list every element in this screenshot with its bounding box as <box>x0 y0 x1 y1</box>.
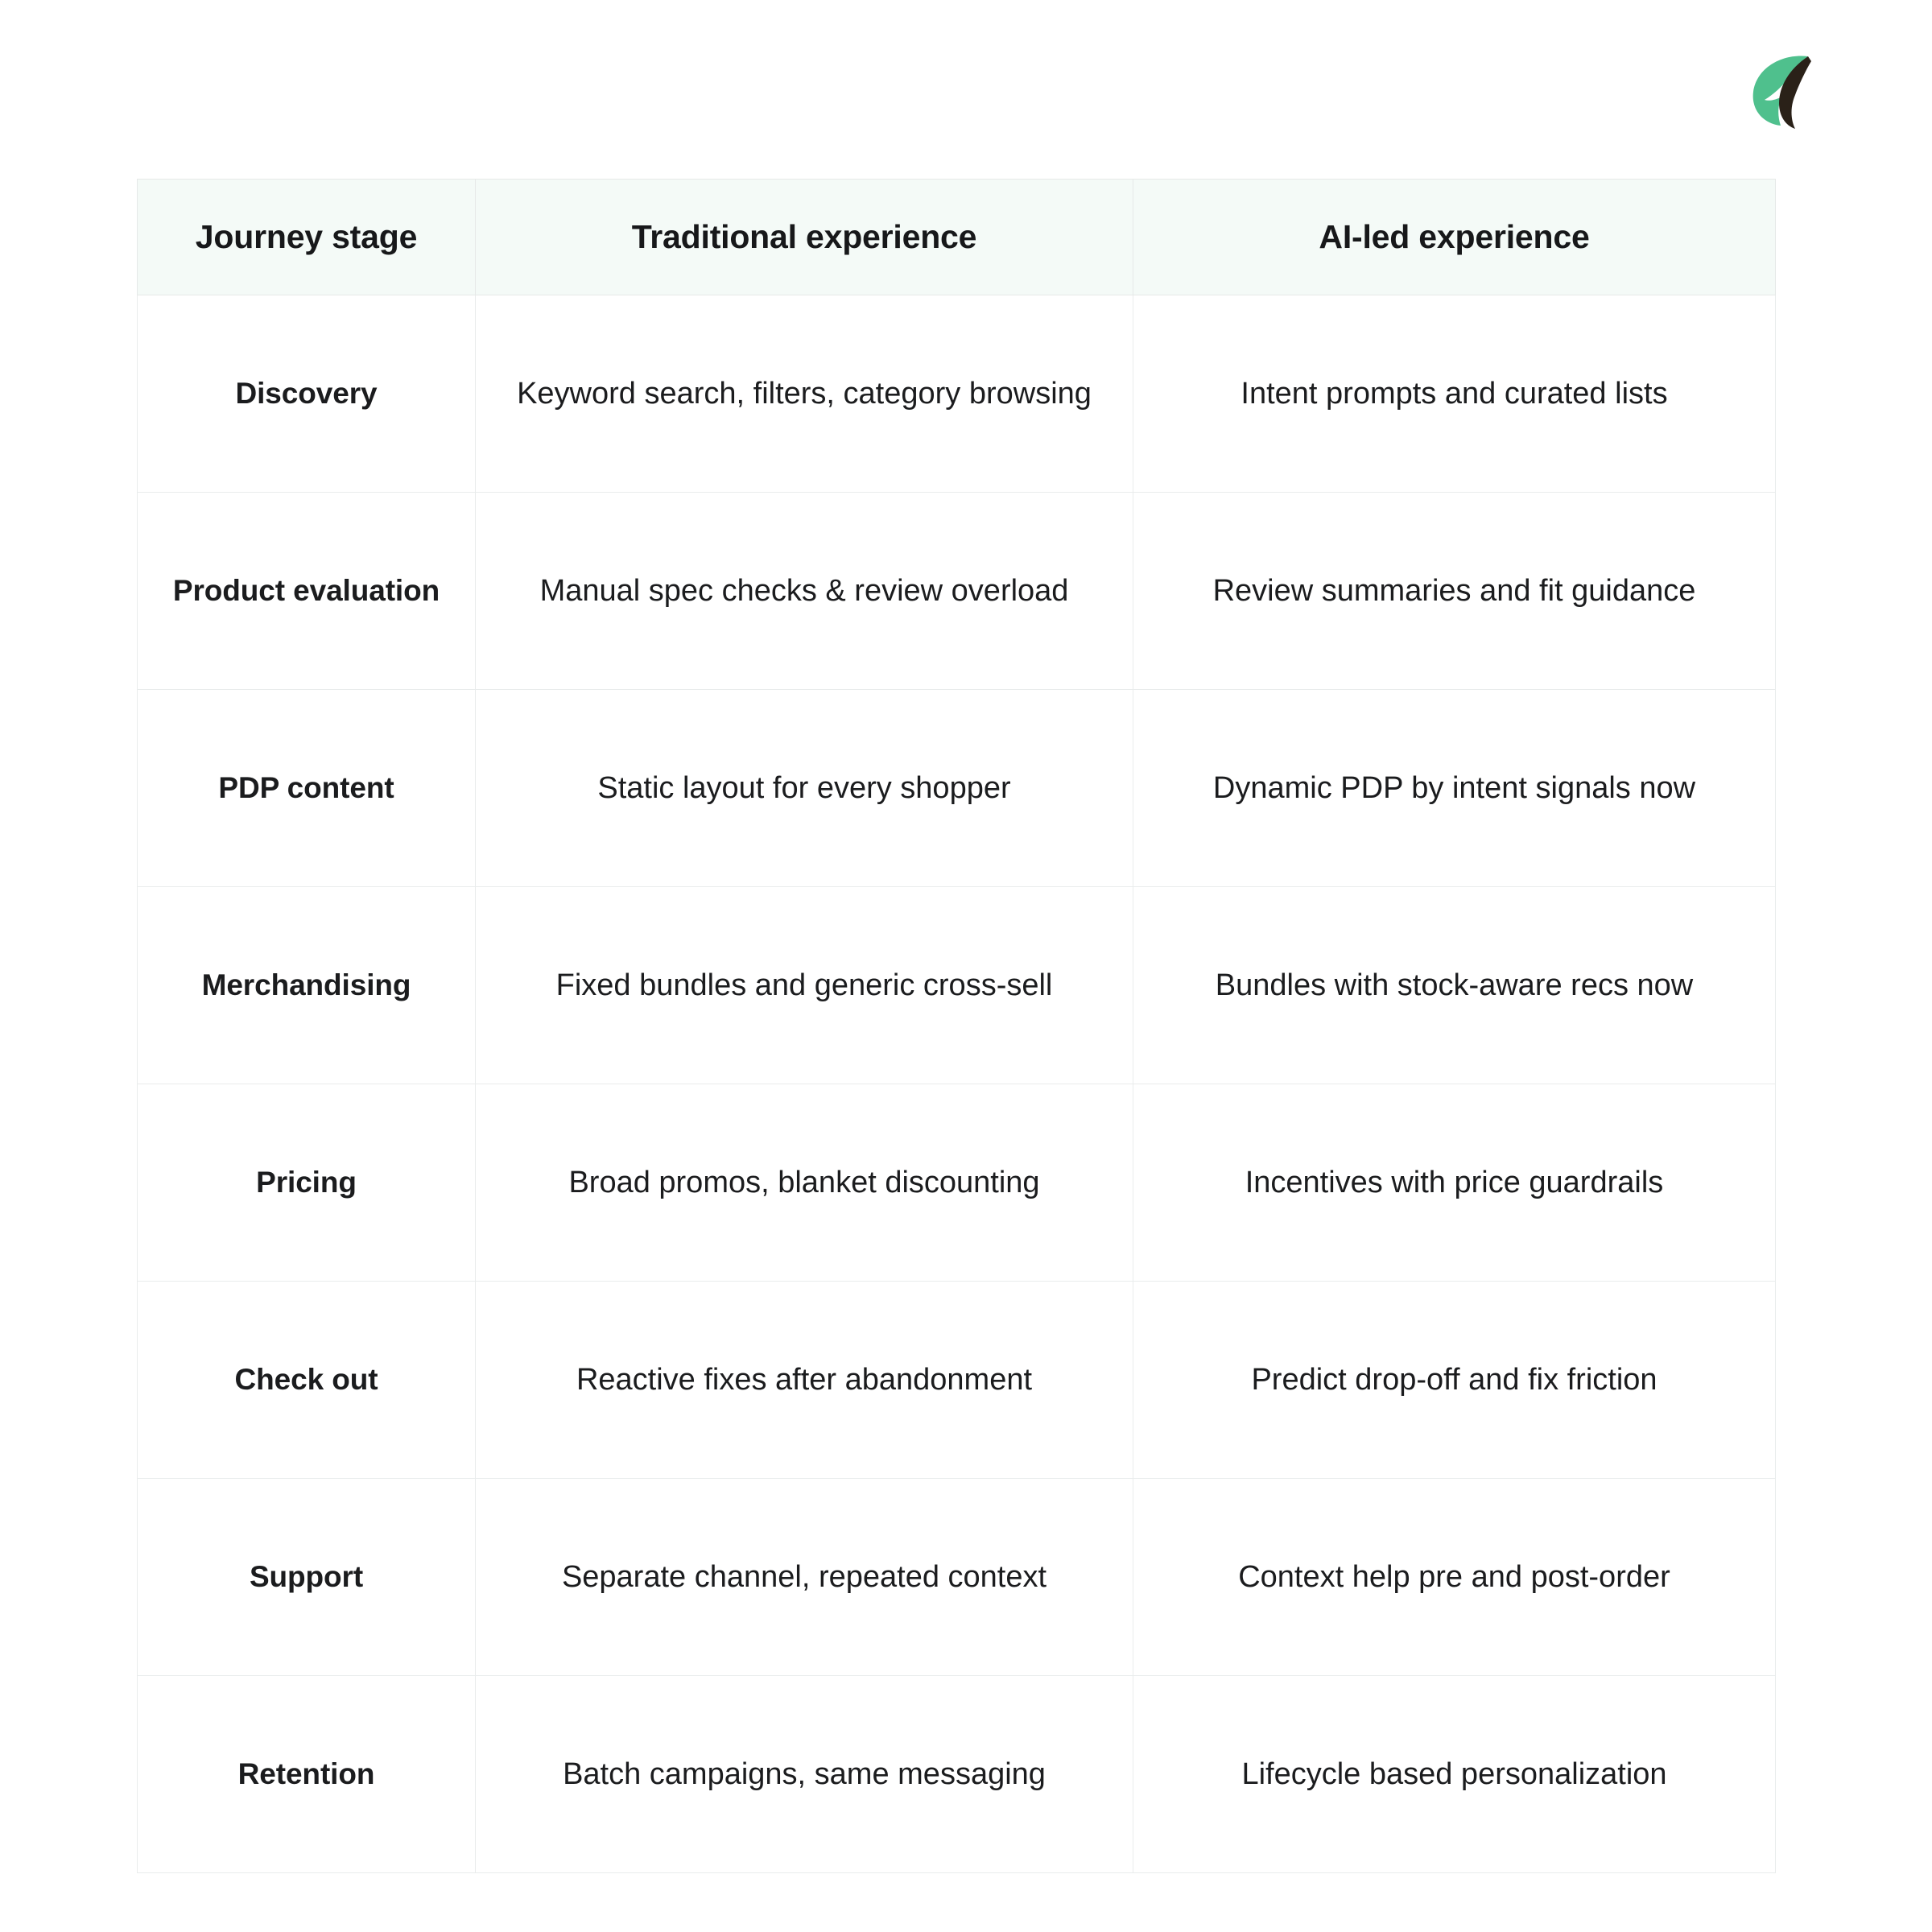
table-row <box>138 1084 1776 1282</box>
table-row <box>138 690 1776 887</box>
cell-traditional: Fixed bundles and generic cross-sell <box>476 887 1133 1084</box>
cell-traditional: Manual spec checks & review overload <box>476 493 1133 690</box>
cell-journey-stage: Retention <box>138 1676 476 1873</box>
cell-traditional: Static layout for every shopper <box>476 690 1133 887</box>
cell-traditional: Separate channel, repeated context <box>476 1479 1133 1676</box>
cell-ai: Bundles with stock-aware recs now <box>1133 887 1776 1084</box>
cell-ai: Dynamic PDP by intent signals now <box>1133 690 1776 887</box>
cell-ai: Incentives with price guardrails <box>1133 1084 1776 1282</box>
cell-journey-stage: Check out <box>138 1282 476 1479</box>
cell-journey-stage: Merchandising <box>138 887 476 1084</box>
cell-traditional: Reactive fixes after abandonment <box>476 1282 1133 1479</box>
column-header-traditional-experience: Traditional experience <box>476 180 1133 295</box>
cell-ai: Intent prompts and curated lists <box>1133 295 1776 493</box>
cell-ai: Context help pre and post-order <box>1133 1479 1776 1676</box>
cell-journey-stage: Product evaluation <box>138 493 476 690</box>
leaf-logo-icon <box>1732 42 1829 138</box>
cell-journey-stage: Support <box>138 1479 476 1676</box>
cell-traditional: Batch campaigns, same messaging <box>476 1676 1133 1873</box>
cell-ai: Predict drop-off and fix friction <box>1133 1282 1776 1479</box>
comparison-table-container <box>137 179 1775 1873</box>
table-row <box>138 887 1776 1084</box>
cell-ai: Review summaries and fit guidance <box>1133 493 1776 690</box>
cell-ai: Lifecycle based personalization <box>1133 1676 1776 1873</box>
cell-traditional: Keyword search, filters, category browsing <box>476 295 1133 493</box>
journey-comparison-table <box>137 179 1776 1873</box>
table-row <box>138 493 1776 690</box>
cell-traditional: Broad promos, blanket discounting <box>476 1084 1133 1282</box>
column-header-ai-led-experience: AI-led experience <box>1133 180 1776 295</box>
cell-journey-stage: Discovery <box>138 295 476 493</box>
table-header-row <box>138 180 1776 295</box>
table-row <box>138 1676 1776 1873</box>
table-row <box>138 295 1776 493</box>
cell-journey-stage: PDP content <box>138 690 476 887</box>
brand-logo <box>1732 42 1829 138</box>
column-header-journey-stage: Journey stage <box>138 180 476 295</box>
cell-journey-stage: Pricing <box>138 1084 476 1282</box>
table-row <box>138 1282 1776 1479</box>
table-row <box>138 1479 1776 1676</box>
